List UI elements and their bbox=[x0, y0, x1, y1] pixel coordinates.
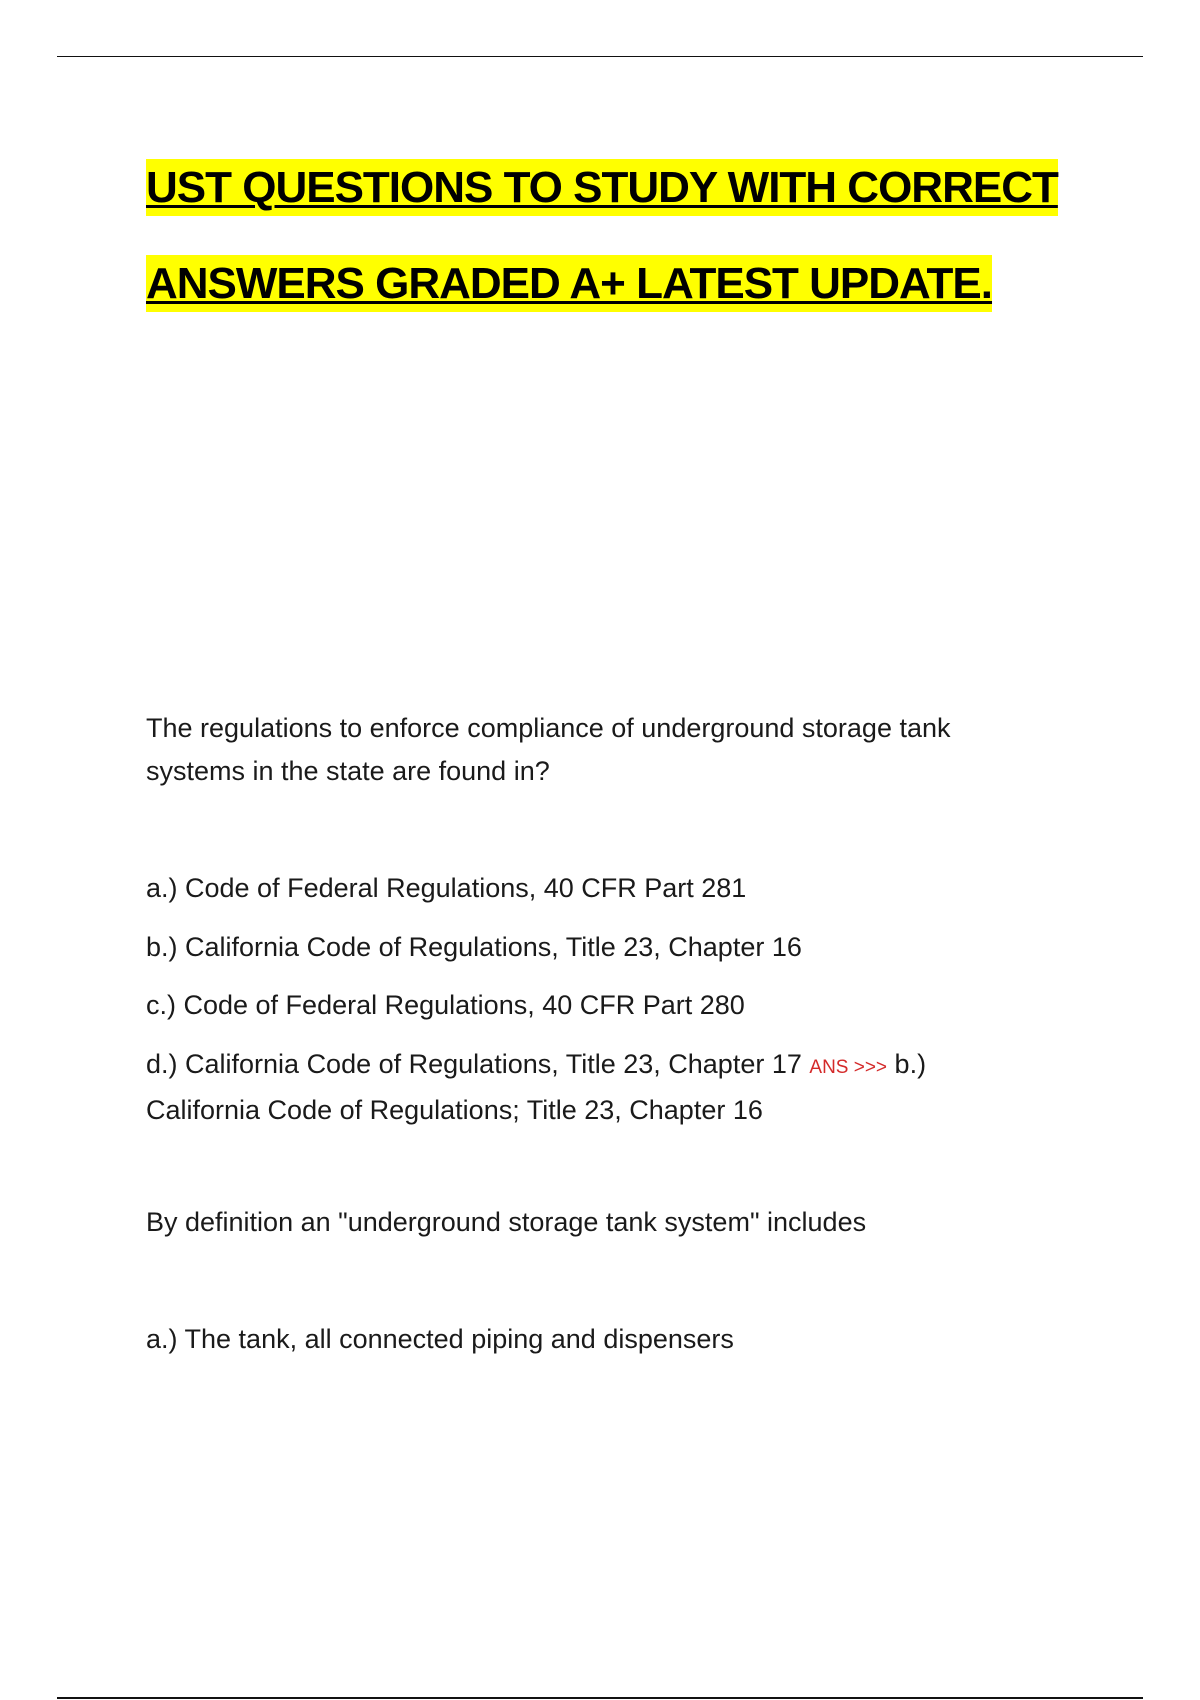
question-2-text: By definition an "underground storage tank system" includes bbox=[146, 1207, 867, 1237]
bottom-rule bbox=[57, 1697, 1143, 1699]
top-rule bbox=[57, 56, 1143, 57]
question-1-option-d-with-answer bbox=[146, 1043, 1046, 1132]
question-1-option-c: c.) Code of Federal Regulations, 40 CFR Part 280 bbox=[146, 990, 745, 1020]
question-1-answer: b.) California Code of Regulations; Title 23, Chapter 16 bbox=[146, 1049, 927, 1125]
question-1-option-a: a.) Code of Federal Regulations, 40 CFR Part 281 bbox=[146, 873, 747, 903]
question-1-option-b: b.) California Code of Regulations, Title 23, Chapter 16 bbox=[146, 932, 802, 962]
question-2-option-a: a.) The tank, all connected piping and dispensers bbox=[146, 1324, 734, 1354]
title-line-2: ANSWERS GRADED A+ LATEST UPDATE. bbox=[146, 255, 992, 312]
question-1-text: The regulations to enforce compliance of underground storage tank systems in the state are found in? bbox=[146, 713, 951, 786]
document-title bbox=[146, 140, 1146, 332]
question-1-option-d: d.) California Code of Regulations, Title 23, Chapter 17 bbox=[146, 1049, 802, 1079]
title-line-1: UST QUESTIONS TO STUDY WITH CORRECT bbox=[146, 159, 1058, 216]
answer-marker: ANS >>> bbox=[809, 1057, 888, 1078]
